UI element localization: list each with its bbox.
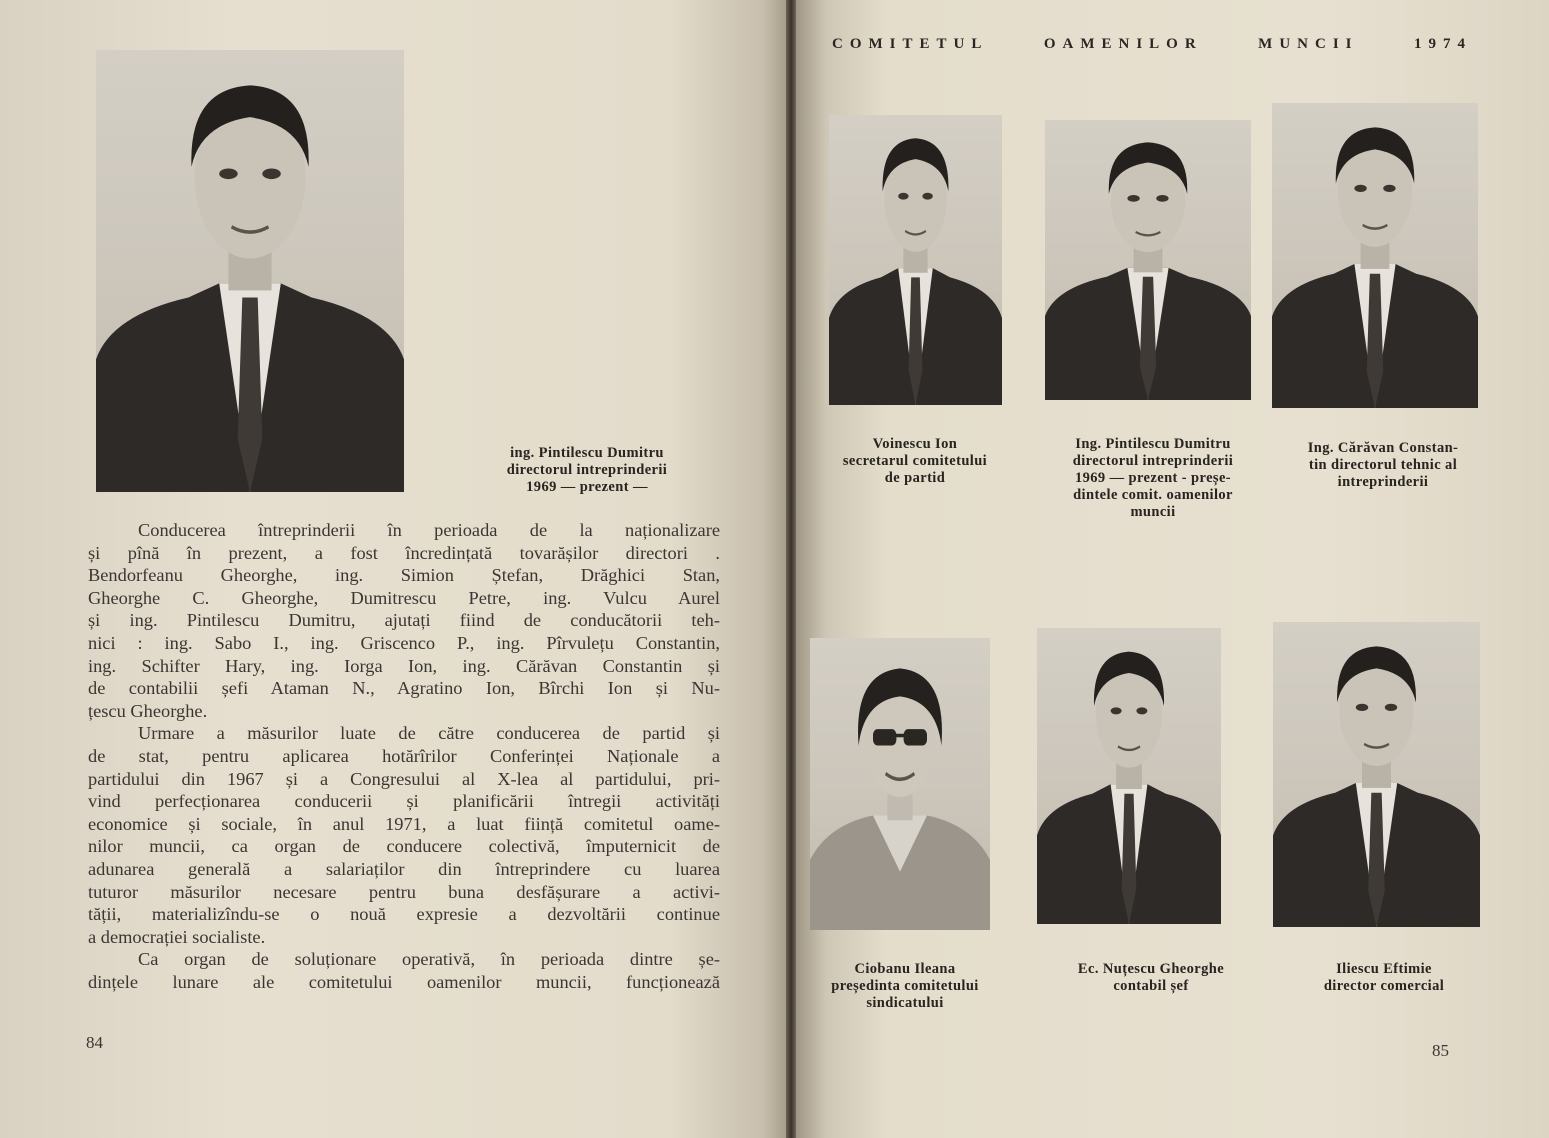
text-line: dințele lunare ale comitetului oamenilor muncii, funcționează (88, 971, 720, 992)
caption-line: tin directorul tehnic al (1308, 457, 1458, 473)
header-word: 1974 (1414, 36, 1472, 52)
text-line: Conducerea întreprinderii în perioada de la naționalizare (138, 520, 720, 540)
caption-line: Ciobanu Ileana (854, 961, 956, 977)
text-line: partidului din 1967 și a Congresului al X-lea al partidului, pri- (88, 768, 720, 789)
caption-line: Voinescu Ion (872, 436, 958, 452)
text-line: Ca organ de soluționare operativă, în perioada dintre șe- (138, 949, 720, 970)
caption-line: Ing. Pintilescu Dumitru (1075, 436, 1231, 452)
caption-line: intreprinderii (1337, 474, 1429, 490)
caption-line: sindicatului (866, 995, 944, 1011)
text-line: de stat, pentru aplicarea hotărîrilor Conferinței Naționale a (88, 745, 720, 766)
caption-line: secretarul comitetului (842, 453, 988, 469)
text-line: tuturor măsurilor necesare pentru buna desfășurare a activi- (88, 881, 720, 902)
text-line: vind perfecționarea conducerii și planificării întregii activități (88, 791, 720, 812)
text-line: ing. Schifter Hary, ing. Iorga Ion, ing. Cărăvan Constantin și (88, 655, 720, 676)
text-line: Urmare a măsurilor luate de către conducerea de partid și (138, 723, 720, 744)
header-word: MUNCII (1258, 36, 1359, 52)
portrait-image (829, 115, 1002, 405)
right-page (796, 0, 1549, 1138)
portrait-photo-iliescu (1273, 622, 1480, 927)
running-header (832, 36, 1472, 53)
book-spine (786, 0, 796, 1138)
caption-line: directorul intreprinderii (1072, 453, 1234, 469)
caption-line: directorul intreprinderii (506, 462, 668, 478)
text-line: economice și sociale, în anul 1971, a luat ființă comitetul oame- (88, 813, 720, 834)
portrait-image (1273, 622, 1480, 927)
portrait-caption (472, 445, 702, 496)
portrait-photo-ciobanu (810, 638, 990, 930)
caption-voinescu (810, 436, 1020, 487)
caption-pintilescu (1042, 436, 1264, 521)
portrait-image (810, 638, 990, 930)
portrait-photo-nutescu (1037, 628, 1221, 924)
portrait-image (1037, 628, 1221, 924)
portrait-image (1045, 120, 1251, 400)
page-number: 84 (86, 1033, 103, 1052)
caption-line: 1969 — prezent — (526, 479, 648, 495)
caption-line: Iliescu Eftimie (1336, 961, 1432, 977)
caption-line: președinta comitetului (831, 978, 979, 994)
page-number: 85 (1432, 1041, 1449, 1060)
text-line: țescu Gheorghe. (88, 700, 208, 721)
caption-ciobanu (800, 961, 1010, 1012)
portrait-image (1272, 103, 1478, 408)
caption-line: ing. Pintilescu Dumitru (510, 445, 664, 461)
text-line: tății, materializîndu-se o nouă expresie a dezvoltării continue (88, 904, 720, 925)
portrait-photo-pintilescu (96, 50, 404, 492)
text-line: a democrației socialiste. (88, 926, 266, 947)
caption-iliescu (1284, 961, 1484, 995)
caption-line: 1969 — prezent - preșe- (1074, 470, 1232, 486)
caption-line: Ing. Cărăvan Constan- (1307, 440, 1459, 456)
text-line: de contabilii șefi Ataman N., Agratino Ion, Bîrchi Ion și Nu- (88, 678, 720, 699)
caption-caravan (1278, 440, 1488, 491)
header-word: COMITETUL (832, 36, 989, 52)
caption-nutescu (1040, 961, 1262, 995)
text-line: nilor muncii, ca organ de conducere colectivă, împuternicit de (88, 836, 720, 857)
portrait-image (96, 50, 404, 492)
caption-line: de partid (884, 470, 946, 486)
caption-line: Ec. Nuțescu Gheorghe (1077, 961, 1225, 977)
caption-line: dintele comit. oamenilor (1073, 487, 1233, 503)
text-line: nici : ing. Sabo I., ing. Griscenco P., ing. Pîrvulețu Constantin, (88, 632, 720, 653)
caption-line: muncii (1130, 504, 1176, 520)
caption-line: director comercial (1323, 978, 1445, 994)
text-line: Bendorfeanu Gheorghe, ing. Simion Ștefan, Drăghici Stan, (88, 565, 720, 586)
caption-line: contabil șef (1113, 978, 1189, 994)
header-word: OAMENILOR (1043, 36, 1203, 52)
portrait-photo-pintilescu (1045, 120, 1251, 400)
portrait-photo-voinescu (829, 115, 1002, 405)
text-line: și ing. Pintilescu Dumitru, ajutați fiind de conducătorii teh- (88, 610, 720, 631)
portrait-photo-caravan (1272, 103, 1478, 408)
text-line: Gheorghe C. Gheorghe, Dumitrescu Petre, ing. Vulcu Aurel (88, 587, 720, 608)
text-line: și pînă în prezent, a fost încredințată tovarășilor directori . (88, 542, 720, 563)
body-text (88, 519, 720, 993)
text-line: adunarea generală a salariaților din întreprindere cu luarea (88, 858, 720, 879)
